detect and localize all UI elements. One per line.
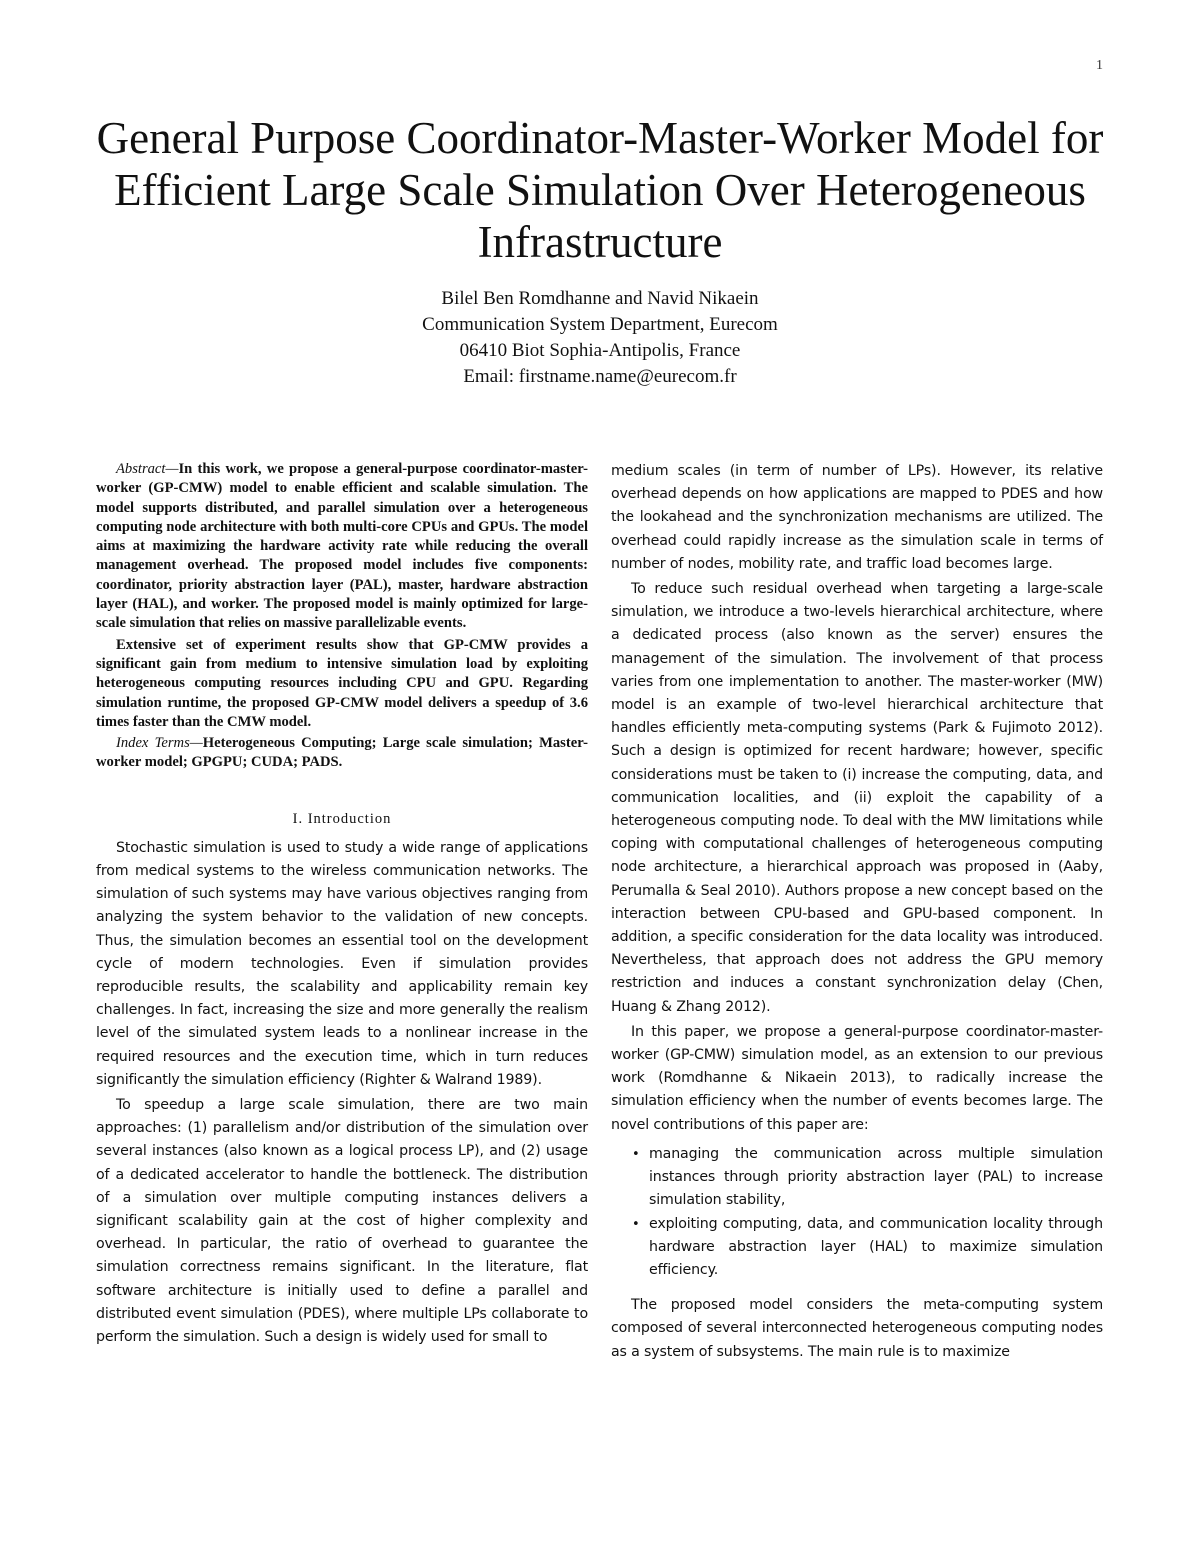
abstract-paragraph-2: Extensive set of experiment results show that GP-CMW provides a significant gain from medium to intensive simulation load by exploiting heterogeneous computing resources including CPU and GPU. Regarding simulation runtime, the proposed GP-CMW model delivers a speedup of 3.6 times faster than the CMW model.	[96, 636, 588, 730]
list-item-text: managing the communication across multiple simulation instances through priority abstraction layer (PAL) to increase simulation stability,	[649, 1145, 1103, 1209]
index-terms-label: Index Terms	[116, 735, 190, 752]
bullet-icon: •	[632, 1146, 640, 1162]
author-names: Bilel Ben Romdhanne and Navid Nikaein	[441, 288, 759, 309]
abstract-text-1: In this work, we propose a general-purpose coordinator-master-worker (GP-CMW) model to enable efficient and scalable simulation. The model supports distributed, and parallel simulation over a heterogeneous computing node architecture with both multi-core CPUs and GPUs. The model aims at maximizing the hardware activity rate while reducing the overall management overhead. The proposed model includes five components: coordinator, priority abstraction layer (PAL), master, hardware abstraction layer (HAL), and worker. The proposed model is mainly optimized for large-scale simulation that relies on massive parallelizable events.	[96, 461, 588, 632]
author-email: Email: firstname.name@eurecom.fr	[463, 366, 737, 387]
intro-paragraph-1: Stochastic simulation is used to study a wide range of applications from medical systems to the wireless communication networks. The simulation of such systems may have various objectives ranging from analyzing the system behavior to the validation of new concepts. Thus, the simulation becomes an essential tool on the development cycle of modern technologies. Even if simulation provides reproducible results, the scalability and applicability remain key challenges. In fact, increasing the size and more generally the realism level of the simulated system leads to a nonlinear increase in the required resources and the execution time, which in turn reduces significantly the simulation efficiency (Righter & Walrand 1989).	[96, 839, 588, 1088]
list-item-text: exploiting computing, data, and communication locality through hardware abstraction layer (HAL) to maximize simulation efficiency.	[649, 1215, 1103, 1278]
intro-paragraph-2-continued: medium scales (in term of number of LPs). However, its relative overhead depends on how applications are mapped to PDES and how the lookahead and the synchronization mechanisms are utilized. The overhead could rapidly increase as the simulation scale in terms of number of nodes, mobility rate, and traffic load becomes large.	[611, 463, 1103, 572]
list-item	[632, 1143, 1103, 1213]
index-terms-dash: —	[189, 735, 203, 752]
abstract-dash: —	[165, 461, 179, 477]
right-column	[611, 460, 1103, 1364]
section-heading-introduction: I. Introduction	[292, 810, 392, 827]
author-department: Communication System Department, Eurecom	[422, 314, 778, 335]
contributions-list	[611, 1143, 1103, 1282]
index-terms-text: Heterogeneous Computing; Large scale simulation; Master-worker model; GPGPU; CUDA; PADS.	[96, 735, 588, 771]
author-address: 06410 Biot Sophia-Antipolis, France	[459, 340, 741, 361]
list-item	[632, 1213, 1103, 1283]
intro-paragraph-4: In this paper, we propose a general-purpose coordinator-master-worker (GP-CMW) simulation model, as an extension to our previous work (Romdhanne & Nikaein 2013), to radically increase the simulation efficiency when the number of events becomes large. The novel contributions of this paper are:	[611, 1023, 1103, 1133]
page-number: 1	[1096, 58, 1103, 73]
abstract-paragraph-1	[96, 460, 588, 634]
left-column	[96, 460, 588, 1349]
author-block	[200, 286, 1000, 390]
intro-paragraph-2: To speedup a large scale simulation, there are two main approaches: (1) parallelism and/or distribution of the simulation over several instances (also known as a logical process LP), and (2) usage of a dedicated accelerator to handle the bottleneck. The distribution of a simulation over multiple computing instances delivers a significant scalability gain at the cost of higher complexity and overhead. In particular, the ratio of overhead to guarantee the simulation correctness remains significant. In the literature, flat software architecture is initially used to define a parallel and distributed event simulation (PDES), where multiple LPs collaborate to perform the simulation. Such a design is widely used for small to	[96, 1096, 588, 1346]
intro-paragraph-3: To reduce such residual overhead when targeting a large-scale simulation, we introduce a two-levels hierarchical architecture, where a dedicated process (also known as the server) ensures the management of the simulation. The involvement of that process varies from one implementation to another. The master-worker (MW) model is an example of two-level hierarchical architecture that handles efficiently meta-computing systems (Park & Fujimoto 2012). Such a design is optimized for recent hardware; however, specific considerations must be taken to (i) increase the computing, data, and communication localities, and (ii) exploit the capability of a heterogeneous computing node. To deal with the MW limitations while coping with computational challenges of heterogeneous computing node architecture, a hierarchical approach was proposed in (Aaby, Perumalla & Seal 2010). Authors propose a new concept based on the interaction between CPU-based and GPU-based component. In addition, a specific consideration for the data locality was introduced. Nevertheless, that approach does not address the GPU memory restriction and induces a constant synchronization delay (Chen, Huang & Zhang 2012).	[611, 581, 1103, 1015]
bullet-icon: •	[632, 1216, 640, 1232]
abstract-label: Abstract	[116, 461, 166, 477]
intro-paragraph-5: The proposed model considers the meta-computing system composed of several interconnected heterogeneous computing nodes as a system of subsystems. The main rule is to maximize	[611, 1297, 1103, 1360]
index-terms	[96, 734, 588, 773]
paper-title: General Purpose Coordinator-Master-Worker Model for Efficient Large Scale Simulation Over Heterogeneous Infrastructure	[96, 113, 1104, 267]
